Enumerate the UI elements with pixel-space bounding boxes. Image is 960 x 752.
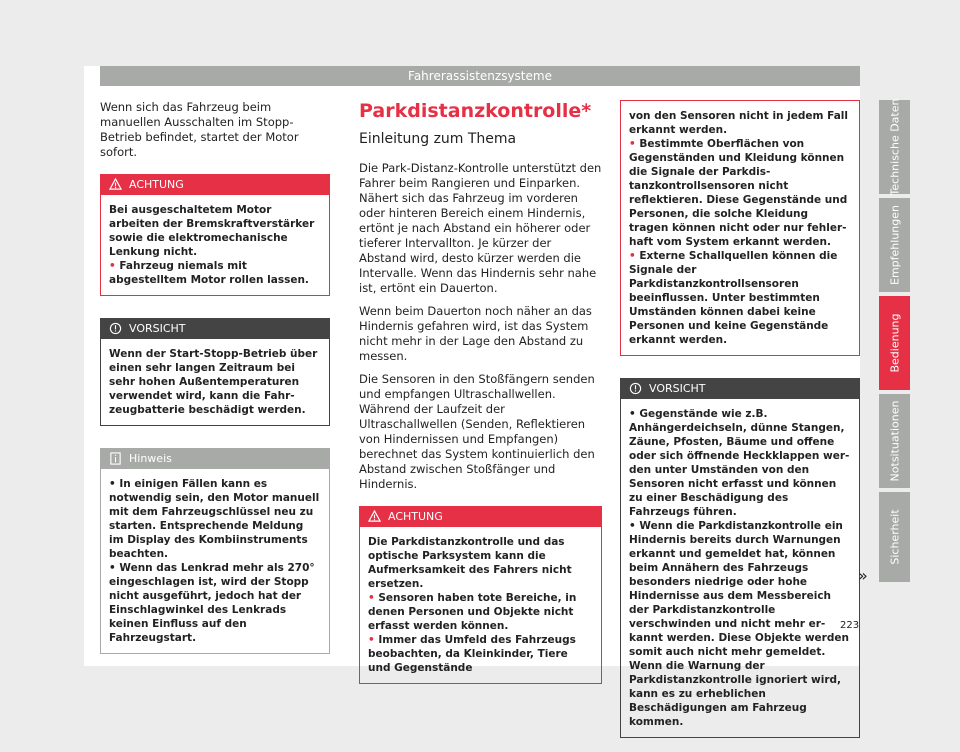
warning-text: Bei ausgeschaltetem Motor arbeiten der Bremskraftverstärker sowie die elektromechanische Lenkung nicht. <box>109 204 315 258</box>
warning-content <box>101 195 329 295</box>
note-box <box>100 448 330 654</box>
column-left <box>100 100 330 668</box>
caution-circle-icon <box>629 382 642 395</box>
caution-circle-icon <box>109 322 122 335</box>
caution-label: VORSICHT <box>129 322 186 335</box>
intro-paragraph: Wenn sich das Fahrzeug beim manuellen Ausschalten im Stopp-Betrieb befindet, startet der Motor sofort. <box>100 100 299 159</box>
tab-bedienung[interactable]: Bedienung <box>879 296 910 390</box>
warning-box-continued <box>620 100 860 356</box>
continue-arrow-icon: » <box>858 566 868 585</box>
note-bullet: • Wenn das Lenkrad mehr als 270° eingeschlagen ist, wird der Stopp nicht ausgeführt, jedoch hat der Einschlagwinkel des Lenkrads keinen Einfluss auf den Fahrzeugstart. <box>109 562 315 644</box>
note-header <box>101 449 329 469</box>
warning-header <box>360 507 601 527</box>
section-subtitle: Einleitung zum Thema <box>359 131 517 147</box>
warning-content <box>360 527 601 683</box>
caution-label: VORSICHT <box>649 382 706 395</box>
tab-empfehlungen[interactable]: Empfehlungen <box>879 198 910 292</box>
tab-sicherheit[interactable]: Sicherheit <box>879 492 910 582</box>
note-bullet: • In einigen Fällen kann es notwendig sein, den Motor manuell mit dem Fahrzeugschlüssel neu zu starten. Entsprechende Meldung im Display des Kombiinstruments beachten. <box>109 478 320 560</box>
warning-header <box>101 175 329 195</box>
body-paragraph: Die Sensoren in den Stoßfängern senden und empfangen Ultraschallwellen. Während der Laufzeit der Ultraschallwellen (Senden, Reflektieren von Hindernissen und Empfangen) berechnet das System kontinuierlich den Abstand zwischen Stoßfänger und Hindernis. <box>359 372 595 491</box>
caution-box <box>100 318 330 426</box>
warning-label: ACHTUNG <box>129 178 184 191</box>
warning-text: von den Sensoren nicht in jedem Fall erkannt werden. <box>629 110 848 136</box>
warning-bullet: • Immer das Umfeld des Fahrzeugs beobachten, da Kleinkinder, Tiere und Gegenstände <box>368 634 576 674</box>
caution-bullet: • Wenn die Parkdistanzkontrolle ein Hindernis bereits durch Warnungen erkannt und gemeldet hat, können beim Annähern des Fahrzeugs besonders niedrige oder hohe Hindernisse aus dem Messbereich der Parkdistanzkontrolle verschwinden und nicht mehr erkannt werden. Diese Objekte werden somit auch nicht mehr gemeldet. Wenn die Warnung der Parkdistanzkontrolle ignoriert wird, kann es zu erheblichen Beschädigungen am Fahrzeug kommen. <box>629 520 849 728</box>
caution-bullet: • Gegenstände wie z.B. Anhängerdeichseln, dünne Stangen, Zäune, Pfosten, Bäume und offene oder sich öffnende Heckklappen werden unter Umständen von den Sensoren nicht erfasst und können zu einer Beschädigung des Fahrzeugs führen. <box>629 408 850 518</box>
warning-box <box>359 506 602 684</box>
note-content <box>101 469 329 653</box>
section-header: Fahrerassistenzsysteme <box>100 66 860 86</box>
warning-bullet: • Sensoren haben tote Bereiche, in denen Personen und Objekte nicht erfasst werden können. <box>368 592 577 632</box>
tab-notsituationen[interactable]: Notsituationen <box>879 394 910 488</box>
warning-content <box>621 101 859 355</box>
warning-bullet: • Bestimmte Oberflächen von Gegenständen und Kleidung können die Signale der Parkdistanzkontrollsensoren nicht reflektieren. Diese Gegenstände und Personen, die solche Kleidung tragen können nicht oder nur fehlerhaft vom System erkannt werden. <box>629 138 848 248</box>
warning-triangle-icon <box>368 510 381 523</box>
warning-triangle-icon <box>109 178 122 191</box>
warning-text: Die Parkdistanzkontrolle und das optische Parksystem kann die Aufmerksamkeit des Fahrers nicht ersetzen. <box>368 536 572 590</box>
tab-technische-daten[interactable]: Technische Daten <box>879 100 910 194</box>
page-number: 223 <box>840 620 860 631</box>
column-middle <box>359 100 602 698</box>
caution-header <box>101 319 329 339</box>
section-title: Parkdistanzkontrolle* <box>359 100 592 122</box>
warning-box <box>100 174 330 296</box>
warning-label: ACHTUNG <box>388 510 443 523</box>
note-label: Hinweis <box>129 452 172 465</box>
column-right <box>620 100 860 752</box>
caution-text: Wenn der Start-Stopp-Betrieb über einen sehr langen Zeitraum bei sehr hohen Außentemperaturen verwendet wird, kann die Fahrzeugbatterie beschädigt werden. <box>109 348 318 416</box>
caution-content <box>621 399 859 737</box>
warning-bullet: • Externe Schallquellen können die Signale der Parkdistanzkontrollsensoren beeinflussen. Unter bestimmten Umständen können dabei keine Personen und keine Gegenstände erkannt werden. <box>629 250 838 346</box>
caution-header <box>621 379 859 399</box>
caution-box <box>620 378 860 738</box>
body-paragraph: Wenn beim Dauerton noch näher an das Hindernis gefahren wird, ist das System nicht mehr in der Lage den Abstand zu messen. <box>359 304 592 363</box>
info-icon <box>109 452 122 465</box>
warning-bullet: • Fahrzeug niemals mit abgestelltem Motor rollen lassen. <box>109 260 309 286</box>
body-paragraph: Die Park-Distanz-Kontrolle unterstützt den Fahrer beim Rangieren und Einparken. Nähert sich das Fahrzeug im vorderen oder hinteren Bereich einem Hindernis, ertönt je nach Abstand ein höherer oder tieferer Intervallton. Je kürzer der Abstand wird, desto kürzer werden die Intervalle. Wenn das Hindernis sehr nahe ist, ertönt ein Dauerton. <box>359 161 602 295</box>
